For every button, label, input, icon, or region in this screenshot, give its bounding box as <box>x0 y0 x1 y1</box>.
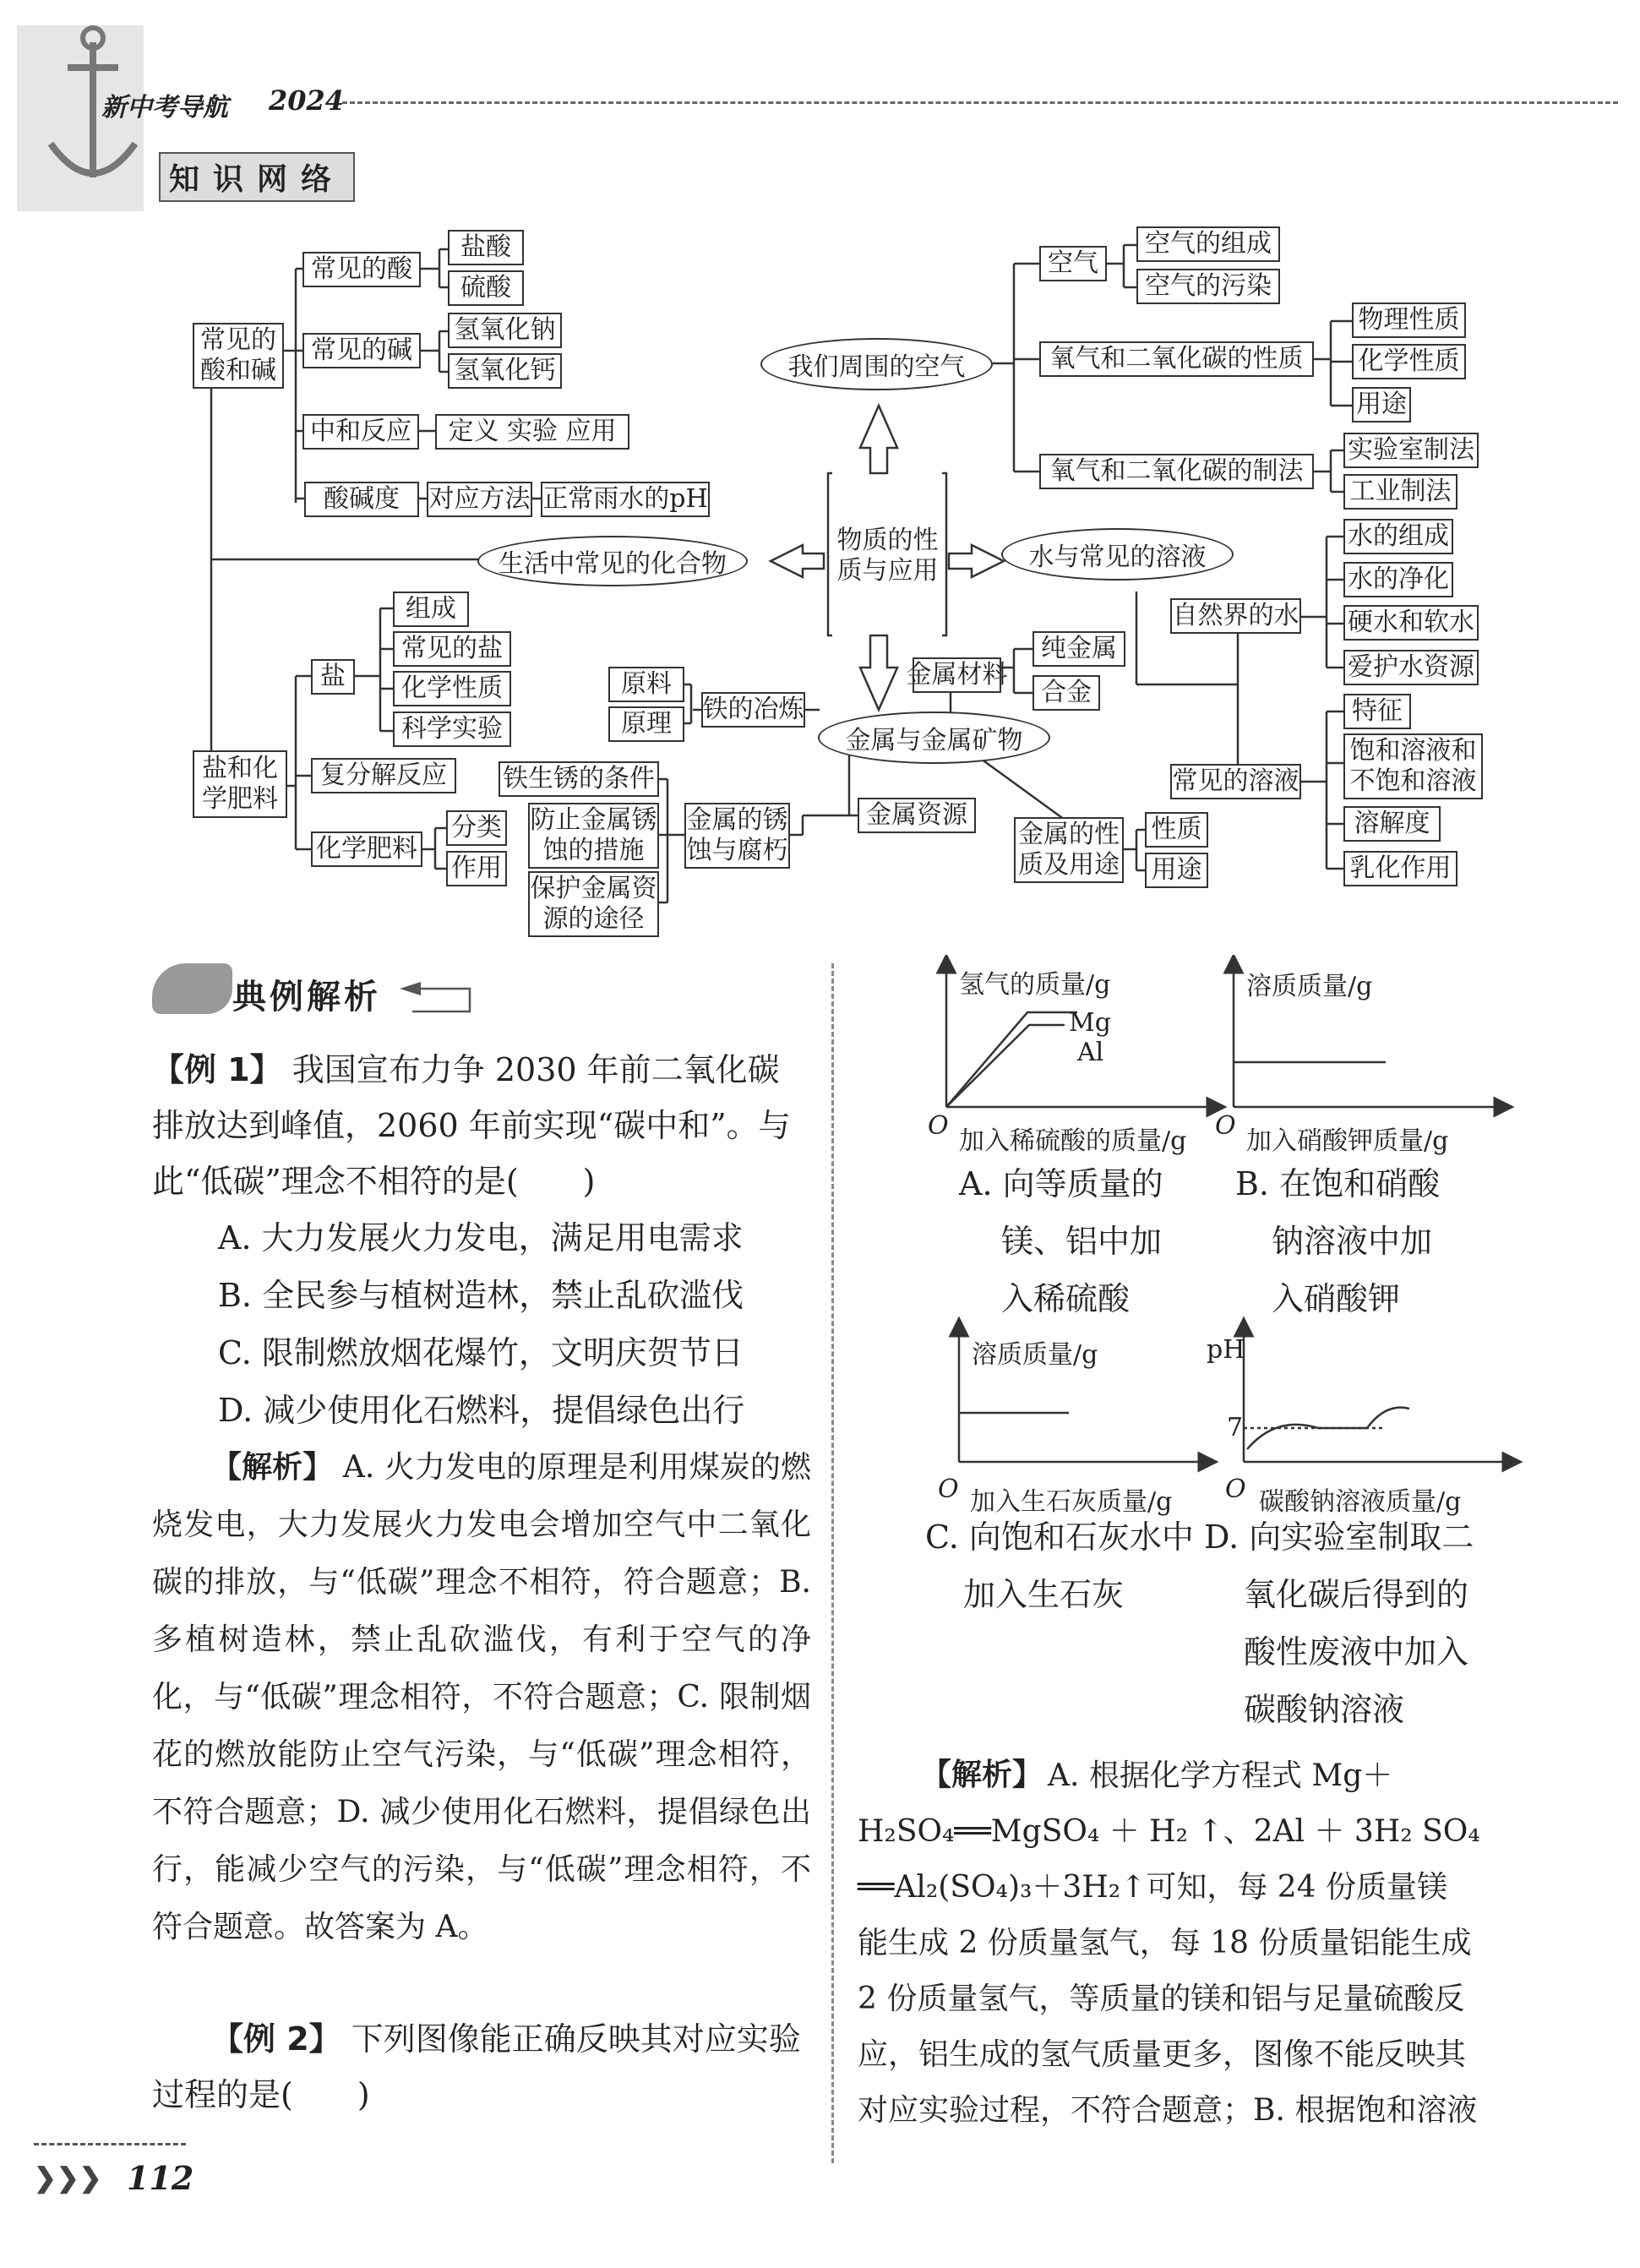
example1-stem: 我国宣布力争 2030 年前二氧化碳排放达到峰值，2060 年前实现“碳中和”。与此“低碳”理念不相符的是( ) <box>152 1051 791 1200</box>
graph-d-tick: 7 <box>1227 1413 1244 1442</box>
node-salt-composition: 组成 <box>393 592 469 627</box>
graph-a-line-al <box>946 1012 1077 1107</box>
example2-analysis-line-4: 能生成 2 份质量氢气，每 18 份质量铝能生成 <box>858 1926 1472 1960</box>
graph-a-series-mg: Mg <box>1069 1008 1111 1038</box>
title-ornament-icon <box>395 973 476 1016</box>
node-neutralization: 中和反应 <box>302 414 419 450</box>
node-neutral-detail: 定义 实验 应用 <box>435 414 629 450</box>
example2-analysis-line-7: 对应实验过程，不符合题意；B. 根据饱和溶液 <box>858 2093 1478 2128</box>
node-protect-water: 爱护水资源 <box>1343 650 1479 685</box>
book-title: 新中考导航 <box>101 93 228 123</box>
oval-metals: 金属与金属矿物 <box>818 711 1050 764</box>
node-fert-use: 作用 <box>446 851 507 886</box>
node-corrosion: 金属的锈 蚀与腐朽 <box>684 803 790 869</box>
graph-a-ylabel: 氢气的质量/g <box>959 970 1111 1000</box>
node-fert-class: 分类 <box>446 810 507 846</box>
graph-d-caption-4: 碳酸钠溶液 <box>1244 1691 1405 1728</box>
graph-b-origin: O <box>1215 1111 1236 1141</box>
example2-analysis-line-1: A. 根据化学方程式 Mg＋ <box>1048 1758 1393 1793</box>
page-number: 112 <box>127 2159 194 2197</box>
node-lab-method: 实验室制法 <box>1343 433 1479 468</box>
node-metal-resource: 金属资源 <box>858 798 976 833</box>
graph-d-caption-1: D. 向实验室制取二 <box>1204 1518 1474 1556</box>
graph-d-caption-3: 酸性废液中加入 <box>1244 1633 1469 1671</box>
example2-analysis-line-5: 2 份质量氢气，等质量的镁和铝与足量硫酸反 <box>858 1982 1465 2016</box>
example2-analysis-line-3: ══Al₂(SO₄)₃＋3H₂↑可知，每 24 份质量镁 <box>858 1870 1448 1905</box>
node-salt-chem: 化学性质 <box>393 671 511 706</box>
oval-air: 我们周围的空气 <box>760 338 993 390</box>
example1-option-d: D. 减少使用化石燃料，提倡绿色出行 <box>218 1392 745 1429</box>
example1-label: 【例 1】 <box>152 1051 282 1088</box>
node-air-pollution: 空气的污染 <box>1136 269 1280 304</box>
graph-a-caption-3: 入稀硫酸 <box>1001 1280 1131 1317</box>
node-metal-material: 金属材料 <box>913 657 1001 693</box>
graph-a-xlabel: 加入稀硫酸的质量/g <box>959 1126 1187 1156</box>
graph-c-caption-2: 加入生石灰 <box>963 1576 1125 1613</box>
node-h2so4: 硫酸 <box>448 270 524 306</box>
node-o2-co2-properties: 氧气和二氧化碳的性质 <box>1039 341 1314 377</box>
node-solution-feature: 特征 <box>1343 694 1411 729</box>
node-salt-experiment: 科学实验 <box>393 711 511 747</box>
node-common-solution: 常见的溶液 <box>1170 764 1301 799</box>
example1-option-b: B. 全民参与植树造林，禁止乱砍滥伐 <box>218 1277 744 1314</box>
graph-c-origin: O <box>938 1475 959 1504</box>
example2-label: 【例 2】 <box>211 2020 341 2058</box>
graph-c-ylabel: 溶质质量/g <box>972 1340 1098 1370</box>
node-ph-method: 对应方法 <box>427 482 532 517</box>
node-iron-smelting: 铁的冶炼 <box>701 692 805 728</box>
node-metal-use: 用途 <box>1145 853 1208 888</box>
graph-a-caption-2: 镁、铝中加 <box>1001 1223 1163 1260</box>
book-year: 2024 <box>269 85 345 117</box>
example1-option-c: C. 限制燃放烟花爆竹，文明庆贺节日 <box>218 1334 744 1371</box>
chevrons-icon: ❯❯❯ <box>34 2162 102 2194</box>
node-water-purification: 水的净化 <box>1343 562 1453 597</box>
example2-stem: 下列图像能正确反映其对应实验过程的是( ) <box>152 2020 801 2113</box>
node-metal-properties: 金属的性 质及用途 <box>1014 817 1124 883</box>
node-naoh: 氢氧化钠 <box>448 313 562 348</box>
example2-analysis-label: 【解析】 <box>921 1758 1043 1792</box>
footer-rule <box>34 2143 186 2145</box>
node-double-decomposition: 复分解反应 <box>311 758 456 793</box>
arrow-down-icon <box>860 635 897 710</box>
arrow-right-icon <box>949 545 1004 577</box>
arrow-up-icon <box>860 406 897 473</box>
node-prevent-rust: 防止金属锈 蚀的措施 <box>528 803 659 869</box>
graph-d-origin: O <box>1225 1475 1246 1504</box>
node-raw-material: 原料 <box>608 667 684 702</box>
graph-b-xlabel: 加入硝酸钾质量/g <box>1246 1126 1449 1156</box>
node-bases: 常见的碱 <box>302 333 421 368</box>
node-emulsification: 乳化作用 <box>1343 851 1457 886</box>
example1-analysis: A. 火力发电的原理是利用煤炭的燃烧发电，大力发展火力发电会增加空气中二氧化碳的排放，与“低碳”理念不相符，符合题意；B. 多植树造林，禁止乱砍滥伐，有利于空气的净化，与“低碳”理念相符，不符合题意；C. 限制烟花的燃放能防止空气污染，与“低碳”理念相符，不符合题意；D. 减少使用化石燃料，提倡绿色出行，能减少空气的污染，与“低碳”理念相符，不符合题意。故答案为 A。 <box>152 1450 811 1944</box>
node-air: 空气 <box>1039 246 1107 281</box>
example1-analysis-label: 【解析】 <box>211 1450 334 1485</box>
oval-compounds: 生活中常见的化合物 <box>477 536 748 586</box>
graph-b-ylabel: 溶质质量/g <box>1246 972 1373 1001</box>
example2-analysis-line-6: 应，铝生成的氢气质量更多，图像不能反映其 <box>858 2037 1467 2072</box>
graph-d-ylabel: pH <box>1207 1335 1245 1365</box>
graph-b-caption-1: B. 在饱和硝酸 <box>1235 1165 1441 1202</box>
example1-option-a: A. 大力发展火力发电，满足用电需求 <box>218 1219 744 1257</box>
graph-a-series-al: Al <box>1077 1038 1104 1067</box>
node-caoh2: 氢氧化钙 <box>448 353 562 389</box>
node-water-composition: 水的组成 <box>1343 519 1453 554</box>
graph-a-origin: O <box>928 1111 949 1141</box>
graph-d-xlabel: 碳酸钠溶液质量/g <box>1259 1487 1462 1517</box>
node-hcl: 盐酸 <box>448 230 524 265</box>
graph-a-caption-1: A. 向等质量的 <box>959 1165 1163 1202</box>
arrow-left-icon <box>771 545 824 577</box>
node-pure-metal: 纯金属 <box>1032 631 1125 667</box>
oval-water: 水与常见的溶液 <box>1001 528 1234 581</box>
column-divider <box>831 963 834 2163</box>
graph-c-xlabel: 加入生石灰质量/g <box>970 1487 1173 1517</box>
node-common-salt: 常见的盐 <box>393 631 511 667</box>
node-acids: 常见的酸 <box>302 252 421 287</box>
node-physical-props: 物理性质 <box>1352 303 1466 338</box>
node-solubility: 溶解度 <box>1343 806 1441 842</box>
graph-b-caption-3: 入硝酸钾 <box>1272 1280 1401 1317</box>
node-saturated: 饱和溶液和 不饱和溶液 <box>1343 733 1483 799</box>
node-salt: 盐 <box>311 659 355 695</box>
node-protect-resources: 保护金属资 源的途径 <box>528 871 659 937</box>
map-center: 物质的性 质与应用 <box>836 526 939 586</box>
example2-analysis-line-2: H₂SO₄══MgSO₄ ＋ H₂ ↑、2Al ＋ 3H₂ SO₄ <box>858 1814 1480 1849</box>
graph-d-caption-2: 氧化碳后得到的 <box>1244 1576 1469 1613</box>
node-ph: 酸碱度 <box>304 482 419 517</box>
node-air-composition: 空气的组成 <box>1136 226 1280 262</box>
node-hard-soft-water: 硬水和软水 <box>1343 605 1479 641</box>
node-industrial-method: 工业制法 <box>1343 474 1457 510</box>
node-fertilizer: 化学肥料 <box>311 831 422 867</box>
node-rain-ph: 正常雨水的pH <box>541 482 710 517</box>
examples-title: 典例解析 <box>232 978 381 1017</box>
node-salt-fertilizer: 盐和化 学肥料 <box>193 750 287 818</box>
node-o2-co2-preparation: 氧气和二氧化碳的制法 <box>1039 454 1314 489</box>
node-natural-water: 自然界的水 <box>1170 598 1301 634</box>
node-alloy: 合金 <box>1032 675 1100 711</box>
node-chemical-props: 化学性质 <box>1352 344 1466 379</box>
node-metal-property: 性质 <box>1145 812 1208 848</box>
section-title: 知识网络 <box>159 152 355 202</box>
node-rust-conditions: 铁生锈的条件 <box>499 761 659 797</box>
node-principle: 原理 <box>608 706 684 742</box>
graph-c-caption-1: C. 向饱和石灰水中 <box>925 1518 1194 1556</box>
node-uses: 用途 <box>1352 387 1411 423</box>
node-acids-bases: 常见的 酸和碱 <box>193 323 284 389</box>
graph-b-caption-2: 钠溶液中加 <box>1272 1223 1433 1260</box>
examples-icon <box>152 963 232 1014</box>
